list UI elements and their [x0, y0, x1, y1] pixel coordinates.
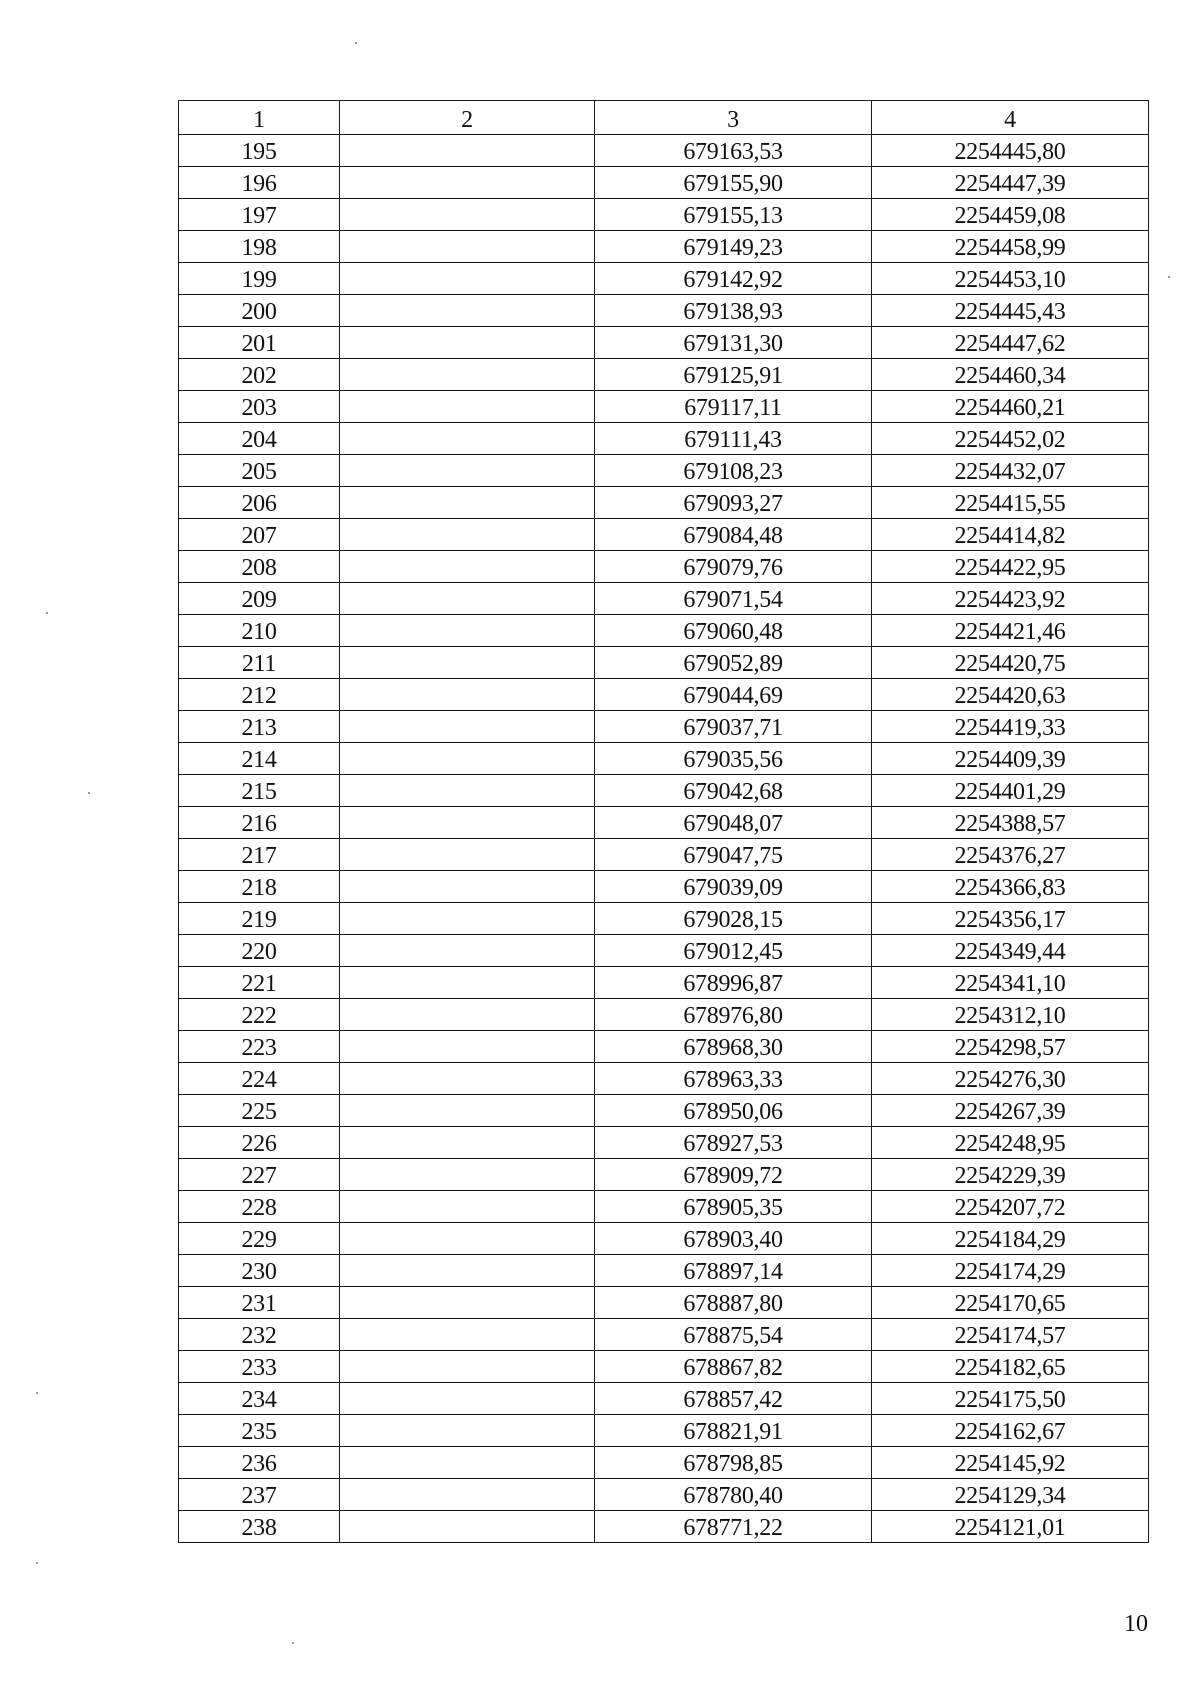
empty-cell	[340, 1031, 595, 1063]
coordinate-y-cell: 2254447,62	[872, 327, 1149, 359]
coordinate-y-cell: 2254409,39	[872, 743, 1149, 775]
empty-cell	[340, 967, 595, 999]
table-row	[179, 1383, 1149, 1415]
row-number-cell: 238	[179, 1511, 340, 1543]
row-number-cell: 212	[179, 679, 340, 711]
empty-cell	[340, 295, 595, 327]
row-number-cell: 221	[179, 967, 340, 999]
coordinate-y-cell: 2254445,80	[872, 135, 1149, 167]
coordinate-x-cell: 679084,48	[595, 519, 872, 551]
coordinate-x-cell: 678927,53	[595, 1127, 872, 1159]
table-row	[179, 615, 1149, 647]
coordinate-y-cell: 2254452,02	[872, 423, 1149, 455]
coordinate-x-cell: 678780,40	[595, 1479, 872, 1511]
scan-speck	[88, 792, 90, 794]
header-cell-4: 4	[872, 101, 1149, 135]
row-number-cell: 233	[179, 1351, 340, 1383]
header-cell-2: 2	[340, 101, 595, 135]
header-cell-3: 3	[595, 101, 872, 135]
table-row	[179, 775, 1149, 807]
table-row	[179, 903, 1149, 935]
row-number-cell: 209	[179, 583, 340, 615]
row-number-cell: 210	[179, 615, 340, 647]
coordinate-y-cell: 2254356,17	[872, 903, 1149, 935]
empty-cell	[340, 551, 595, 583]
scan-speck	[46, 612, 48, 614]
empty-cell	[340, 1255, 595, 1287]
coordinate-y-cell: 2254349,44	[872, 935, 1149, 967]
coordinate-y-cell: 2254376,27	[872, 839, 1149, 871]
coordinate-y-cell: 2254420,75	[872, 647, 1149, 679]
coordinate-x-cell: 678875,54	[595, 1319, 872, 1351]
scan-speck	[36, 1392, 38, 1394]
row-number-cell: 197	[179, 199, 340, 231]
coordinate-x-cell: 678798,85	[595, 1447, 872, 1479]
coordinate-y-cell: 2254267,39	[872, 1095, 1149, 1127]
row-number-cell: 205	[179, 455, 340, 487]
empty-cell	[340, 935, 595, 967]
coordinate-y-cell: 2254162,67	[872, 1415, 1149, 1447]
empty-cell	[340, 647, 595, 679]
table-row	[179, 455, 1149, 487]
empty-cell	[340, 135, 595, 167]
row-number-cell: 214	[179, 743, 340, 775]
coordinates-table	[178, 100, 1149, 1543]
coordinate-y-cell: 2254121,01	[872, 1511, 1149, 1543]
table-row	[179, 871, 1149, 903]
coordinate-x-cell: 679012,45	[595, 935, 872, 967]
table-row	[179, 167, 1149, 199]
coordinate-y-cell: 2254460,34	[872, 359, 1149, 391]
empty-cell	[340, 1479, 595, 1511]
row-number-cell: 226	[179, 1127, 340, 1159]
table-row	[179, 199, 1149, 231]
empty-cell	[340, 1383, 595, 1415]
table-row	[179, 839, 1149, 871]
row-number-cell: 199	[179, 263, 340, 295]
empty-cell	[340, 1287, 595, 1319]
coordinate-x-cell: 678905,35	[595, 1191, 872, 1223]
table-row	[179, 807, 1149, 839]
coordinate-y-cell: 2254420,63	[872, 679, 1149, 711]
coordinate-x-cell: 679028,15	[595, 903, 872, 935]
coordinate-y-cell: 2254174,29	[872, 1255, 1149, 1287]
empty-cell	[340, 871, 595, 903]
table-row	[179, 1255, 1149, 1287]
coordinate-y-cell: 2254415,55	[872, 487, 1149, 519]
row-number-cell: 204	[179, 423, 340, 455]
coordinate-y-cell: 2254341,10	[872, 967, 1149, 999]
coordinate-x-cell: 679060,48	[595, 615, 872, 647]
coordinate-y-cell: 2254248,95	[872, 1127, 1149, 1159]
scan-speck	[36, 1562, 38, 1564]
coordinate-y-cell: 2254388,57	[872, 807, 1149, 839]
row-number-cell: 225	[179, 1095, 340, 1127]
table-row	[179, 1447, 1149, 1479]
scan-speck	[292, 1642, 294, 1644]
scan-speck	[1168, 276, 1170, 278]
coordinate-y-cell: 2254422,95	[872, 551, 1149, 583]
coordinate-y-cell: 2254453,10	[872, 263, 1149, 295]
coordinate-x-cell: 679044,69	[595, 679, 872, 711]
coordinate-y-cell: 2254458,99	[872, 231, 1149, 263]
table-row	[179, 295, 1149, 327]
empty-cell	[340, 615, 595, 647]
table-row	[179, 359, 1149, 391]
table-row	[179, 1063, 1149, 1095]
coordinate-x-cell: 678903,40	[595, 1223, 872, 1255]
coordinate-x-cell: 679071,54	[595, 583, 872, 615]
empty-cell	[340, 583, 595, 615]
coordinate-x-cell: 679079,76	[595, 551, 872, 583]
coordinate-x-cell: 678857,42	[595, 1383, 872, 1415]
row-number-cell: 230	[179, 1255, 340, 1287]
empty-cell	[340, 1063, 595, 1095]
empty-cell	[340, 1351, 595, 1383]
coordinate-x-cell: 679108,23	[595, 455, 872, 487]
table-row	[179, 1191, 1149, 1223]
row-number-cell: 217	[179, 839, 340, 871]
row-number-cell: 219	[179, 903, 340, 935]
table-body	[179, 135, 1149, 1543]
coordinate-x-cell: 679042,68	[595, 775, 872, 807]
header-cell-1: 1	[179, 101, 340, 135]
coordinate-x-cell: 678771,22	[595, 1511, 872, 1543]
row-number-cell: 228	[179, 1191, 340, 1223]
table-header	[179, 101, 1149, 135]
coordinate-x-cell: 679048,07	[595, 807, 872, 839]
coordinate-x-cell: 678821,91	[595, 1415, 872, 1447]
coordinate-x-cell: 678909,72	[595, 1159, 872, 1191]
coordinate-x-cell: 678950,06	[595, 1095, 872, 1127]
empty-cell	[340, 1095, 595, 1127]
coordinate-x-cell: 678963,33	[595, 1063, 872, 1095]
empty-cell	[340, 1159, 595, 1191]
coordinate-y-cell: 2254445,43	[872, 295, 1149, 327]
row-number-cell: 203	[179, 391, 340, 423]
empty-cell	[340, 391, 595, 423]
coordinate-y-cell: 2254419,33	[872, 711, 1149, 743]
empty-cell	[340, 711, 595, 743]
row-number-cell: 208	[179, 551, 340, 583]
empty-cell	[340, 743, 595, 775]
empty-cell	[340, 519, 595, 551]
row-number-cell: 195	[179, 135, 340, 167]
table-row	[179, 1223, 1149, 1255]
row-number-cell: 234	[179, 1383, 340, 1415]
table-row	[179, 487, 1149, 519]
table-row	[179, 1159, 1149, 1191]
coordinate-y-cell: 2254366,83	[872, 871, 1149, 903]
empty-cell	[340, 903, 595, 935]
table-row	[179, 711, 1149, 743]
empty-cell	[340, 679, 595, 711]
row-number-cell: 224	[179, 1063, 340, 1095]
row-number-cell: 237	[179, 1479, 340, 1511]
coordinate-x-cell: 679111,43	[595, 423, 872, 455]
empty-cell	[340, 775, 595, 807]
coordinate-x-cell: 679125,91	[595, 359, 872, 391]
table-row	[179, 1479, 1149, 1511]
coordinate-x-cell: 679163,53	[595, 135, 872, 167]
table-row	[179, 231, 1149, 263]
row-number-cell: 235	[179, 1415, 340, 1447]
empty-cell	[340, 807, 595, 839]
row-number-cell: 236	[179, 1447, 340, 1479]
empty-cell	[340, 1319, 595, 1351]
empty-cell	[340, 1223, 595, 1255]
table-row	[179, 423, 1149, 455]
row-number-cell: 202	[179, 359, 340, 391]
coordinate-y-cell: 2254170,65	[872, 1287, 1149, 1319]
empty-cell	[340, 1447, 595, 1479]
table-row	[179, 263, 1149, 295]
table-row	[179, 1287, 1149, 1319]
row-number-cell: 213	[179, 711, 340, 743]
row-number-cell: 223	[179, 1031, 340, 1063]
empty-cell	[340, 199, 595, 231]
empty-cell	[340, 1191, 595, 1223]
scan-speck	[355, 42, 357, 44]
empty-cell	[340, 423, 595, 455]
coordinate-x-cell: 678976,80	[595, 999, 872, 1031]
coordinate-y-cell: 2254459,08	[872, 199, 1149, 231]
page-number: 10	[1124, 1611, 1148, 1637]
coordinate-y-cell: 2254184,29	[872, 1223, 1149, 1255]
table-row	[179, 135, 1149, 167]
row-number-cell: 215	[179, 775, 340, 807]
table-row	[179, 647, 1149, 679]
row-number-cell: 218	[179, 871, 340, 903]
table-row	[179, 519, 1149, 551]
coordinate-x-cell: 678897,14	[595, 1255, 872, 1287]
row-number-cell: 206	[179, 487, 340, 519]
row-number-cell: 231	[179, 1287, 340, 1319]
row-number-cell: 201	[179, 327, 340, 359]
table-row	[179, 1319, 1149, 1351]
table-row	[179, 1415, 1149, 1447]
coordinate-x-cell: 679117,11	[595, 391, 872, 423]
coordinate-x-cell: 679052,89	[595, 647, 872, 679]
coordinate-x-cell: 679138,93	[595, 295, 872, 327]
coordinate-x-cell: 679039,09	[595, 871, 872, 903]
row-number-cell: 196	[179, 167, 340, 199]
table-row	[179, 551, 1149, 583]
row-number-cell: 220	[179, 935, 340, 967]
coordinate-x-cell: 678887,80	[595, 1287, 872, 1319]
empty-cell	[340, 167, 595, 199]
coordinate-x-cell: 679047,75	[595, 839, 872, 871]
coordinate-y-cell: 2254432,07	[872, 455, 1149, 487]
row-number-cell: 227	[179, 1159, 340, 1191]
coordinate-y-cell: 2254298,57	[872, 1031, 1149, 1063]
row-number-cell: 207	[179, 519, 340, 551]
coordinate-x-cell: 679155,13	[595, 199, 872, 231]
coordinate-y-cell: 2254182,65	[872, 1351, 1149, 1383]
coordinate-y-cell: 2254174,57	[872, 1319, 1149, 1351]
header-row	[179, 101, 1149, 135]
empty-cell	[340, 487, 595, 519]
table-row	[179, 999, 1149, 1031]
coordinate-x-cell: 678996,87	[595, 967, 872, 999]
table-row	[179, 743, 1149, 775]
coordinate-x-cell: 679037,71	[595, 711, 872, 743]
empty-cell	[340, 231, 595, 263]
row-number-cell: 211	[179, 647, 340, 679]
coordinate-y-cell: 2254312,10	[872, 999, 1149, 1031]
empty-cell	[340, 327, 595, 359]
coordinate-x-cell: 679131,30	[595, 327, 872, 359]
coordinate-x-cell: 679035,56	[595, 743, 872, 775]
coordinate-x-cell: 679142,92	[595, 263, 872, 295]
table-row	[179, 1095, 1149, 1127]
coordinate-y-cell: 2254423,92	[872, 583, 1149, 615]
empty-cell	[340, 263, 595, 295]
table-row	[179, 391, 1149, 423]
row-number-cell: 229	[179, 1223, 340, 1255]
table-row	[179, 935, 1149, 967]
row-number-cell: 198	[179, 231, 340, 263]
row-number-cell: 222	[179, 999, 340, 1031]
empty-cell	[340, 1511, 595, 1543]
coordinate-y-cell: 2254129,34	[872, 1479, 1149, 1511]
empty-cell	[340, 839, 595, 871]
table-row	[179, 679, 1149, 711]
table-row	[179, 327, 1149, 359]
coordinate-y-cell: 2254276,30	[872, 1063, 1149, 1095]
coordinate-x-cell: 679149,23	[595, 231, 872, 263]
coordinate-y-cell: 2254447,39	[872, 167, 1149, 199]
coordinate-y-cell: 2254207,72	[872, 1191, 1149, 1223]
table-row	[179, 1031, 1149, 1063]
table-row	[179, 1127, 1149, 1159]
table-row	[179, 1511, 1149, 1543]
coordinate-x-cell: 678867,82	[595, 1351, 872, 1383]
empty-cell	[340, 1415, 595, 1447]
table-row	[179, 1351, 1149, 1383]
coordinate-y-cell: 2254421,46	[872, 615, 1149, 647]
coordinate-y-cell: 2254414,82	[872, 519, 1149, 551]
table-row	[179, 967, 1149, 999]
table-row	[179, 583, 1149, 615]
empty-cell	[340, 455, 595, 487]
coordinate-y-cell: 2254401,29	[872, 775, 1149, 807]
row-number-cell: 200	[179, 295, 340, 327]
empty-cell	[340, 359, 595, 391]
row-number-cell: 216	[179, 807, 340, 839]
empty-cell	[340, 999, 595, 1031]
empty-cell	[340, 1127, 595, 1159]
coordinate-x-cell: 679093,27	[595, 487, 872, 519]
coordinate-y-cell: 2254175,50	[872, 1383, 1149, 1415]
row-number-cell: 232	[179, 1319, 340, 1351]
coordinate-y-cell: 2254145,92	[872, 1447, 1149, 1479]
coordinate-y-cell: 2254460,21	[872, 391, 1149, 423]
coordinate-x-cell: 679155,90	[595, 167, 872, 199]
coordinate-x-cell: 678968,30	[595, 1031, 872, 1063]
coordinate-y-cell: 2254229,39	[872, 1159, 1149, 1191]
